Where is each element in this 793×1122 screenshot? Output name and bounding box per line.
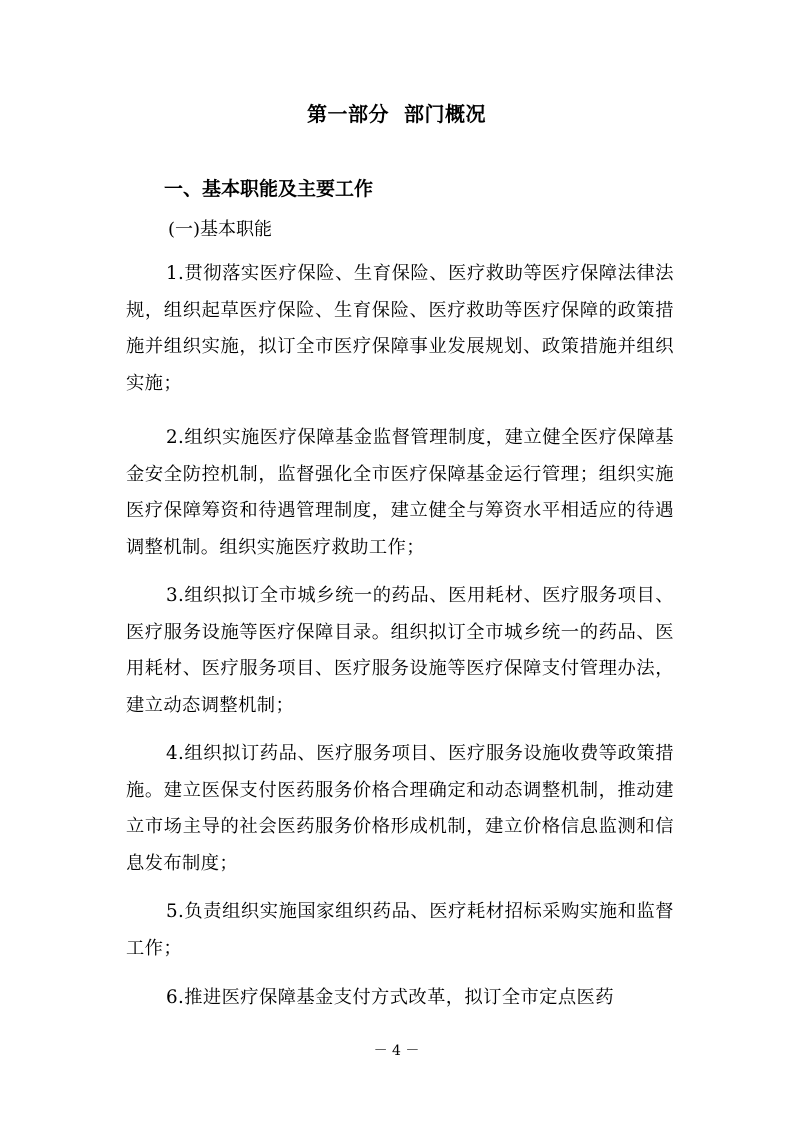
duty-item-6: 6.推进医疗保障基金支付方式改革，拟订全市定点医药: [166, 987, 614, 1008]
duty-item-2: 2.组织实施医疗保障基金监督管理制度，建立健全医疗保障基金安全防控机制，监督强化全市医疗保障基金运行管理；组织实施医疗保障筹资和待遇管理制度，建立健全与筹资水平相适应的待遇调整机制。组织实施医疗救助工作；: [126, 427, 674, 558]
duty-item-5: 5.负责组织实施国家组织药品、医疗耗材招标采购实施和监督工作；: [126, 901, 674, 959]
section-heading: 一、基本职能及主要工作: [164, 178, 374, 200]
duty-item-4: 4.组织拟订药品、医疗服务项目、医疗服务设施收费等政策措施。建立医保支付医药服务价格合理确定和动态调整机制，推动建立市场主导的社会医药服务价格形成机制，建立价格信息监测和信息发布制度；: [126, 743, 674, 874]
page-number: － 4 －: [373, 1043, 420, 1059]
duty-item-1: 1.贯彻落实医疗保险、生育保险、医疗救助等医疗保障法律法规，组织起草医疗保险、生育保险、医疗救助等医疗保障的政策措施并组织实施，拟订全市医疗保障事业发展规划、政策措施并组织实施；: [126, 263, 674, 394]
duty-item-3: 3.组织拟订全市城乡统一的药品、医用耗材、医疗服务项目、医疗服务设施等医疗保障目录。组织拟订全市城乡统一的药品、医用耗材、医疗服务项目、医疗服务设施等医疗保障支付管理办法，建立动态调整机制；: [126, 585, 674, 716]
page-title: 第一部分 部门概况: [307, 102, 486, 126]
sub-heading: (一)基本职能: [168, 219, 273, 240]
